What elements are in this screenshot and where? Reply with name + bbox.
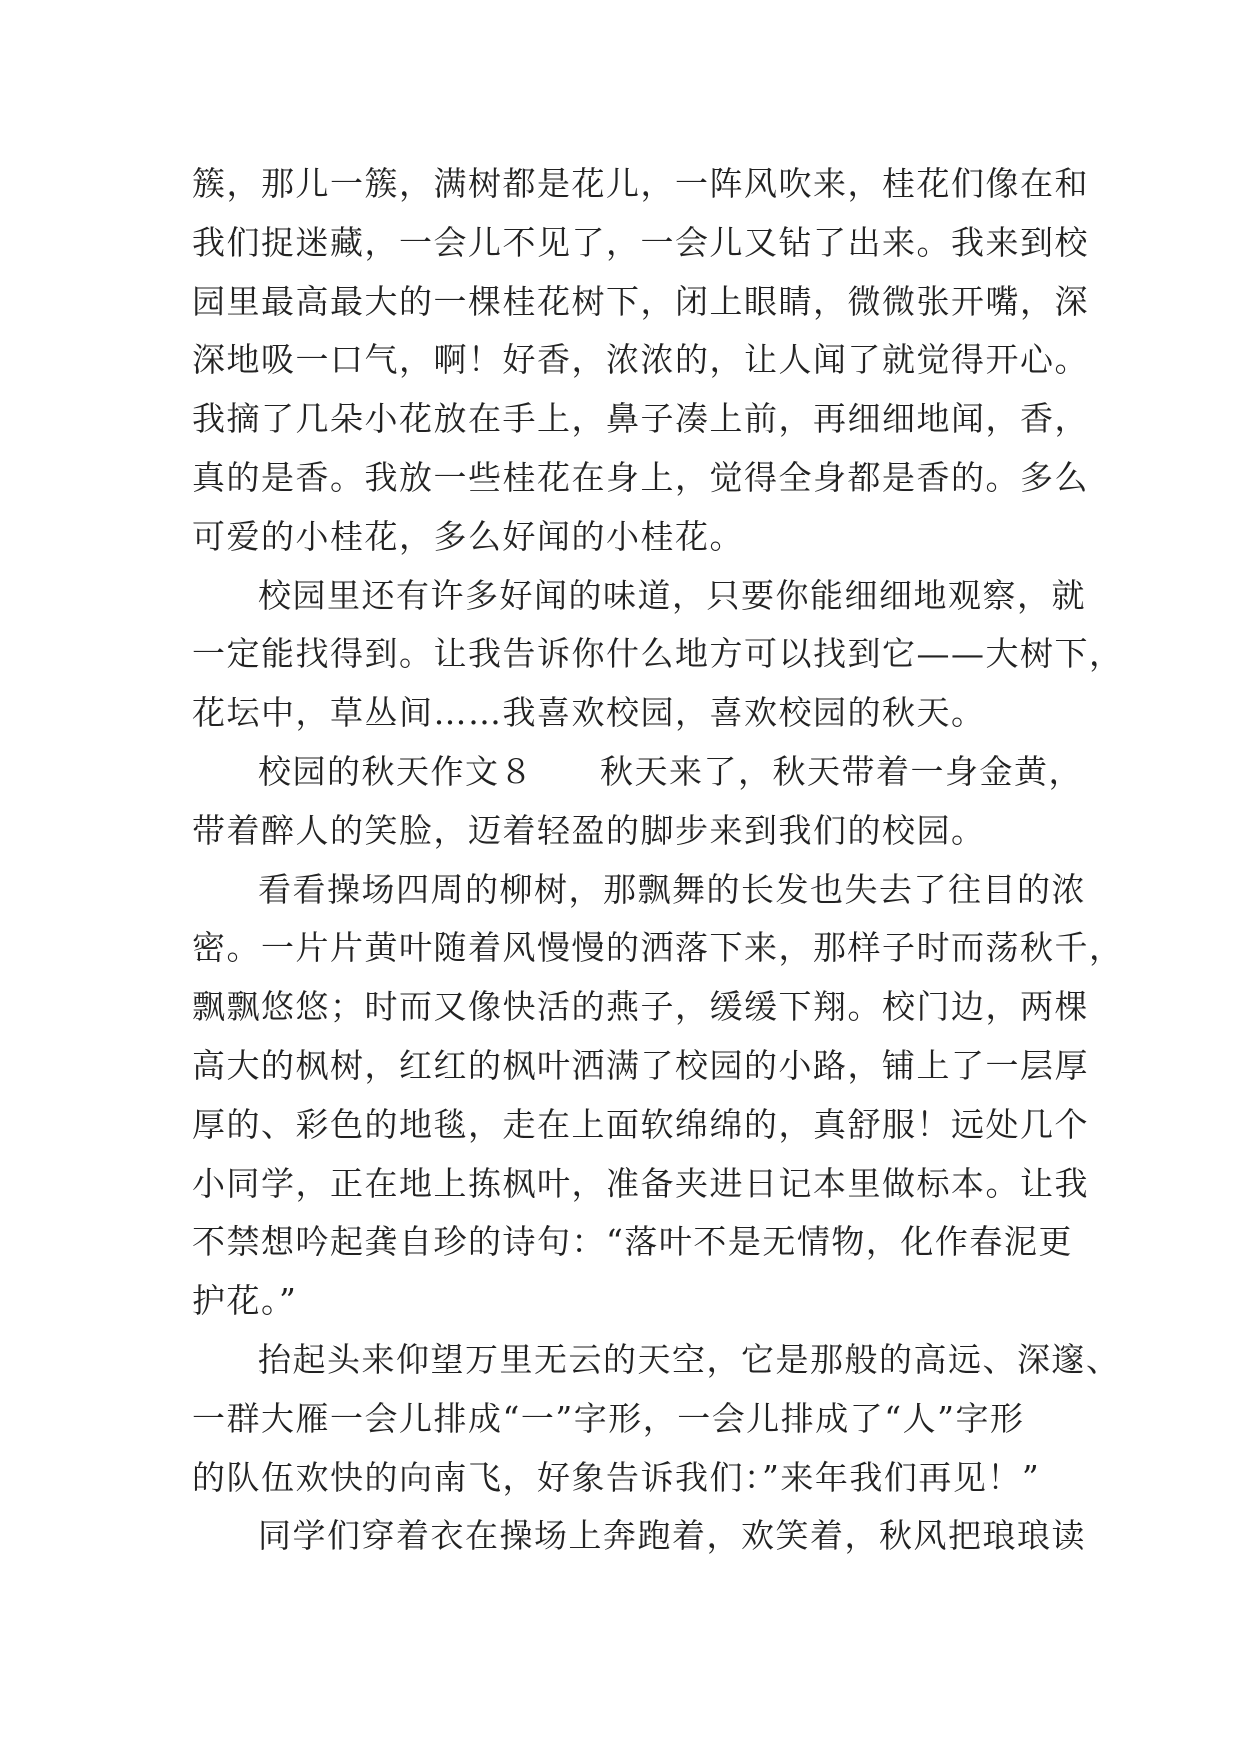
text-segment: 秋天来了，秋天带着一身金黄， — [600, 751, 1083, 791]
text-line: 园里最高最大的一棵桂花树下，闭上眼睛，微微张开嘴，深 — [192, 281, 1089, 321]
text-line: 抬起头来仰望万里无云的天空，它是那般的高远、深邃、 — [258, 1339, 1121, 1379]
text-line: 深地吸一口气，啊！好香，浓浓的，让人闻了就觉得开心。 — [192, 340, 1089, 380]
text-line: 真的是香。我放一些桂花在身上，觉得全身都是香的。多么 — [192, 457, 1089, 497]
text-line: 校园里还有许多好闻的味道，只要你能细细地观察，就 — [258, 575, 1086, 615]
text-line: 高大的枫树，红红的枫叶洒满了校园的小路，铺上了一层厚 — [192, 1045, 1089, 1085]
text-line: 我们捉迷藏，一会儿不见了，一会儿又钻了出来。我来到校 — [192, 222, 1089, 262]
text-line: 的队伍欢快的向南飞，好象告诉我们：”来年我们再见！” — [192, 1457, 1041, 1497]
text-line — [192, 743, 1083, 802]
text-line: 密。一片片黄叶随着风慢慢的洒落下来，那样子时而荡秋千， — [192, 928, 1124, 968]
text-line: 我摘了几朵小花放在手上，鼻子凑上前，再细细地闻，香， — [192, 399, 1089, 439]
text-line: 厚的、彩色的地毯，走在上面软绵绵的，真舒服！远处几个 — [192, 1104, 1089, 1144]
text-line: 同学们穿着衣在操场上奔跑着，欢笑着，秋风把琅琅读 — [258, 1516, 1086, 1556]
document-body — [192, 155, 1124, 1566]
text-line: 一定能找得到。让我告诉你什么地方可以找到它——大树下， — [192, 634, 1124, 674]
text-line: 带着醉人的笑脸，迈着轻盈的脚步来到我们的校园。 — [192, 810, 986, 850]
text-line: 飘飘悠悠；时而又像快活的燕子，缓缓下翔。校门边，两棵 — [192, 987, 1089, 1027]
text-line: 护花。” — [192, 1281, 298, 1321]
text-line: 不禁想吟起龚自珍的诗句：“落叶不是无情物，化作春泥更 — [192, 1222, 1073, 1262]
text-line: 花坛中，草丛间……我喜欢校园，喜欢校园的秋天。 — [192, 693, 986, 733]
essay-heading: 校园的秋天作文８ — [258, 751, 534, 791]
text-line: 小同学，正在地上拣枫叶，准备夹进日记本里做标本。让我 — [192, 1163, 1089, 1203]
text-line: 一群大雁一会儿排成“一”字形，一会儿排成了“人”字形 — [192, 1398, 1025, 1438]
text-line: 簇，那儿一簇，满树都是花儿，一阵风吹来，桂花们像在和 — [192, 164, 1089, 203]
text-line: 看看操场四周的柳树，那飘舞的长发也失去了往目的浓 — [258, 869, 1086, 909]
text-line: 可爱的小桂花，多么好闻的小桂花。 — [192, 516, 744, 556]
